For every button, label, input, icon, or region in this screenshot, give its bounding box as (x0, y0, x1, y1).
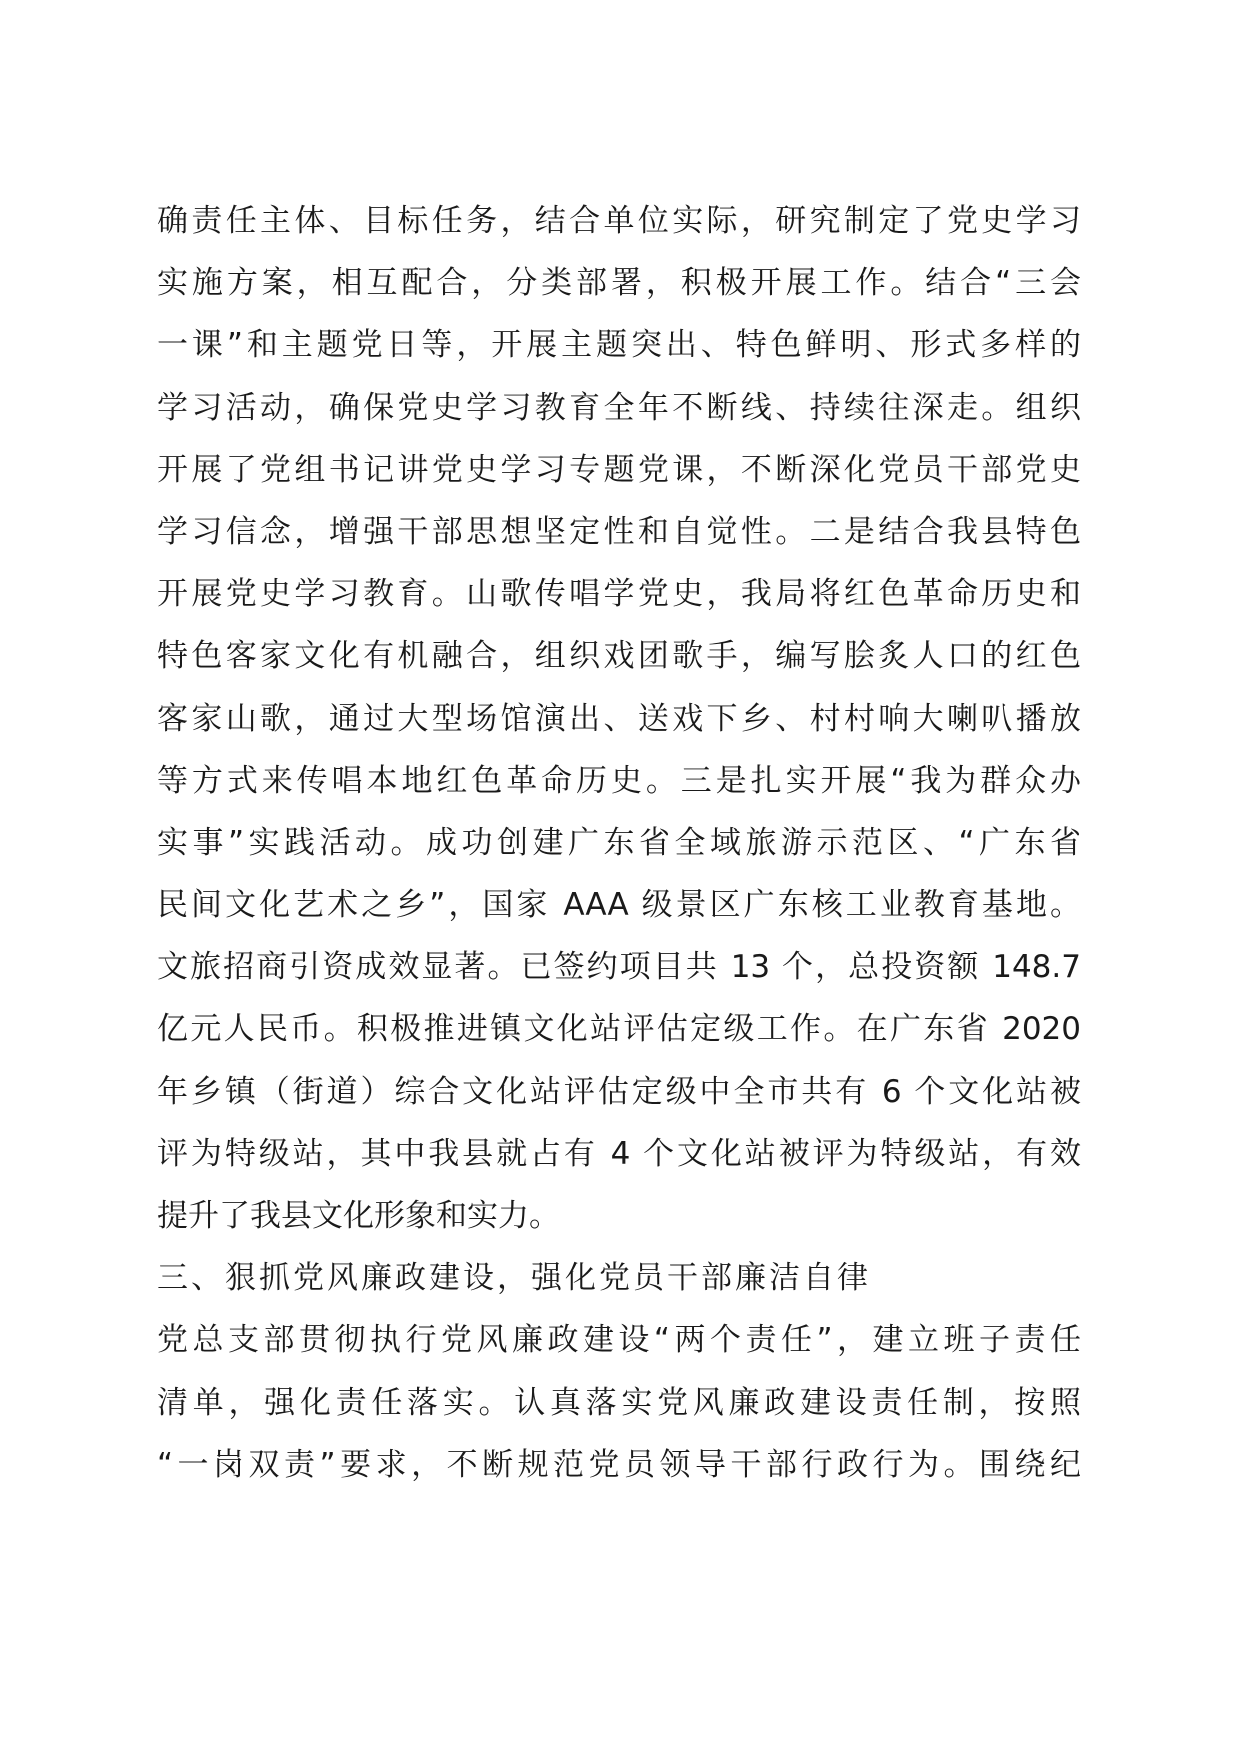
paragraph-1-line: 学习活动，确保党史学习教育全年不断线、持续往深走。组织 (157, 389, 1081, 426)
paragraph-1-line: 特色客家文化有机融合，组织戏团歌手，编写脍炙人口的红色 (157, 638, 1081, 675)
paragraph-1-line: 客家山歌，通过大型场馆演出、送戏下乡、村村响大喇叭播放 (157, 700, 1081, 737)
section-heading: 三、狠抓党风廉政建设，强化党员干部廉洁自律 (157, 1260, 871, 1297)
paragraph-1-line: 等方式来传唱本地红色革命历史。三是扎实开展“我为群众办 (157, 762, 1081, 799)
paragraph-1 (157, 190, 1081, 1247)
paragraph-1-line: 确责任主体、目标任务，结合单位实际，研究制定了党史学习 (157, 203, 1081, 239)
document-body (157, 190, 1081, 1496)
paragraph-2-line: 党总支部贯彻执行党风廉政建设“两个责任”，建立班子责任 (157, 1322, 1081, 1359)
paragraph-1-line: 学习信念，增强干部思想坚定性和自觉性。二是结合我县特色 (157, 513, 1081, 550)
paragraph-1-line: 一课”和主题党日等，开展主题突出、特色鲜明、形式多样的 (157, 327, 1081, 364)
paragraph-1-line: 亿元人民币。积极推进镇文化站评估定级工作。在广东省 2020 (157, 1011, 1081, 1048)
paragraph-1-line: 评为特级站，其中我县就占有 4 个文化站被评为特级站，有效 (157, 1135, 1081, 1172)
paragraph-1-line: 实事”实践活动。成功创建广东省全域旅游示范区、“广东省 (157, 824, 1081, 861)
paragraph-2-line: 清单，强化责任落实。认真落实党风廉政建设责任制，按照 (157, 1384, 1081, 1421)
paragraph-1-line: 开展党史学习教育。山歌传唱学党史，我局将红色革命历史和 (157, 576, 1081, 613)
paragraph-1-line: 实施方案，相互配合，分类部署，积极开展工作。结合“三会 (157, 265, 1081, 302)
paragraph-1-line: 民间文化艺术之乡”，国家 AAA 级景区广东核工业教育基地。 (157, 887, 1081, 924)
paragraph-2-line: “一岗双责”要求，不断规范党员领导干部行政行为。围绕纪 (157, 1446, 1081, 1483)
paragraph-1-line: 年乡镇（街道）综合文化站评估定级中全市共有 6 个文化站被 (157, 1073, 1081, 1110)
paragraph-1-line: 提升了我县文化形象和实力。 (157, 1198, 560, 1234)
paragraph-1-line: 文旅招商引资成效显著。已签约项目共 13 个，总投资额 148.7 (157, 949, 1081, 986)
paragraph-1-line: 开展了党组书记讲党史学习专题党课，不断深化党员干部党史 (157, 451, 1081, 488)
paragraph-2 (157, 1309, 1081, 1496)
